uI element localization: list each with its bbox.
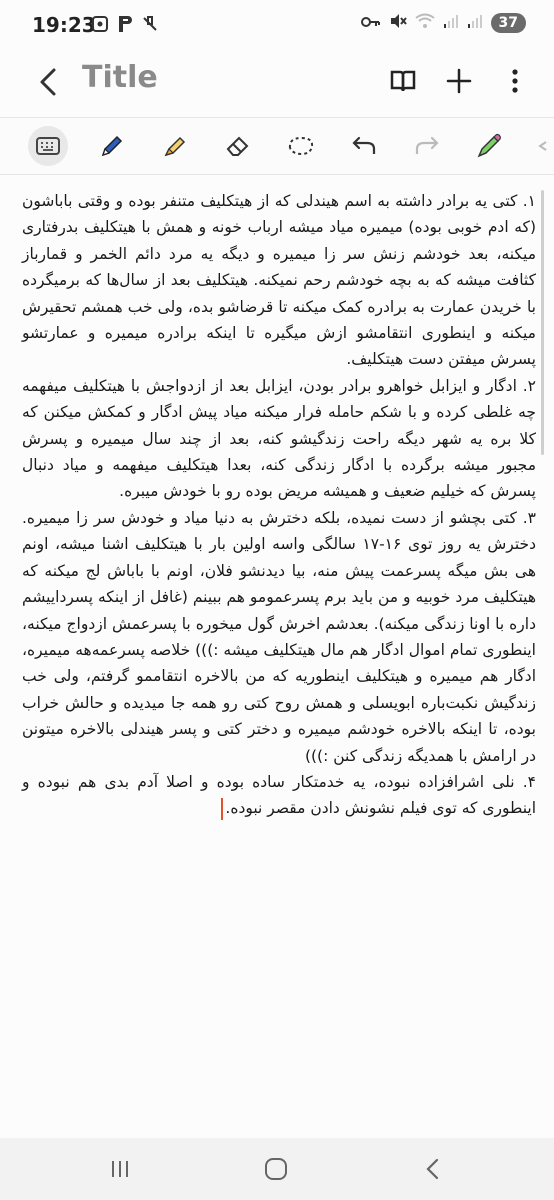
book-icon[interactable] [384, 62, 422, 100]
app-bar [0, 52, 554, 110]
lasso-icon[interactable] [281, 126, 321, 166]
plus-icon[interactable] [440, 62, 478, 100]
pen-icon[interactable] [92, 126, 132, 166]
undo-icon[interactable] [344, 126, 384, 166]
app-actions [384, 62, 534, 100]
pen-settings-icon[interactable] [469, 126, 509, 166]
eraser-icon[interactable] [218, 126, 258, 166]
status-bar [0, 0, 554, 52]
screenshot-icon [90, 14, 110, 38]
more-vert-icon[interactable] [496, 62, 534, 100]
signal-icon [467, 13, 483, 33]
note-paragraph: ۳. کتی بچشو از دست نمیده، بلکه دخترش به دنیا میاد و خودش سر زا میمیره. دخترش یه روز توی ۱۶-۱۷ سالگی واسه اولین بار با هیتکلیف اشنا میشه، اونم هی بش میگه پسرعمت پیش منه، بیا دیدنشو فلان، اونم با باباش لج میکنه که هیتکلیف مرد خوبیه و من باید برم پسرعمومو هم ببینم (غافل از اینکه پسرداییشم داره با اونا زندگی میکنه). بعدشم اخرش گول میخوره با پسرعمش ازدواج میکنه، اینطوری تمام اموال ادگار هم مال هیتکلیف میشه :))) خلاصه پسرعمه‌هه میمیره، ادگار هم میمیره و هیتکلیف اینطوریه که من بالاخره انتقاممو گرفتم، ولی خب زندگیش نکبت‌باره ابویسلی و همش روح کتی رو همه جا میدیده و حالش خراب بوده، تا اینکه بالاخره خودشم میمیره و دختر کتی و پسر هیندلی بالاخره میتونن در ارامش با همدیگه زندگی کنن :))) [22, 508, 536, 765]
status-time: 19:23 [32, 13, 96, 37]
note-paragraph: ۲. ادگار و ایزابل خواهرو برادر بودن، ایزابل بعد از ازدواجش با هیتکلیف میفهمه چه غلطی کرده و با شکم حامله فرار میکنه میاد پیش ادگار و کمکش میکنن که کلا بره یه شهر دیگه راحت زندگیشو کنه، بعد از چند سال میمیره و پسرش مجبور میشه برگرده با ادگار زندگی کنه، بعدا هیتکلیف میفهمه و میاد دنبال پسرش که خیلیم ضعیف و همیشه مریض بوده رو با خودش میبره. [22, 376, 536, 501]
recents-icon[interactable] [102, 1152, 138, 1186]
toolbar-overflow-icon[interactable] [532, 126, 552, 166]
back-button[interactable] [28, 62, 68, 102]
status-left-icons [90, 14, 160, 38]
note-body[interactable] [22, 188, 536, 1108]
wifi-icon [415, 13, 435, 33]
highlighter-icon[interactable] [155, 126, 195, 166]
home-icon[interactable] [258, 1152, 294, 1186]
signal-icon [443, 13, 459, 33]
key-icon [361, 14, 381, 33]
keyboard-icon[interactable] [28, 126, 68, 166]
back-nav-icon[interactable] [414, 1152, 450, 1186]
text-cursor [221, 798, 223, 820]
mute-icon [389, 12, 407, 34]
status-right-icons [361, 12, 526, 34]
note-paragraph-text: ۴. نلی اشرافزاده نبوده، یه خدمتکار ساده بوده و اصلا آدم بدی هم نبوده و اینطوری که توی فیلم نشونش دادن مقصر نبوده. [22, 772, 536, 818]
page-title[interactable]: Title [82, 60, 158, 95]
scrollbar[interactable] [541, 190, 544, 455]
note-paragraph [22, 769, 536, 822]
navigation-bar [0, 1138, 554, 1200]
battery-badge: 37 [491, 13, 526, 33]
redo-icon[interactable] [407, 126, 447, 166]
p-icon [116, 14, 134, 38]
no-location-icon [140, 14, 160, 38]
note-paragraph: ۱. کتی یه برادر داشته به اسم هیندلی که از هیتکلیف متنفر بوده و وقتی باباشون (که ادم خوبی بوده) میمیره میاد میشه ارباب خونه و همش با هیتکلیف بدرفتاری میکنه، بعد خودشم زنش سر زا میمیره و دیگه یه مرد دائم الخمر و قمارباز کثافت میشه که به بچه خودشم رحم نمیکنه. هیتکلیف بعد از سال‌ها که برمیگرده با خریدن عمارت به برادره کمک میکنه تا قرضاشو بده، ولی خب همشم تحقیرش میکنه و اینطوری انتقامشو ازش میگیره تا اینکه برادره میمیره و عمارتشو پسرش میفتن دست هیتکلیف. [22, 192, 536, 369]
pen-toolbar [0, 117, 554, 175]
